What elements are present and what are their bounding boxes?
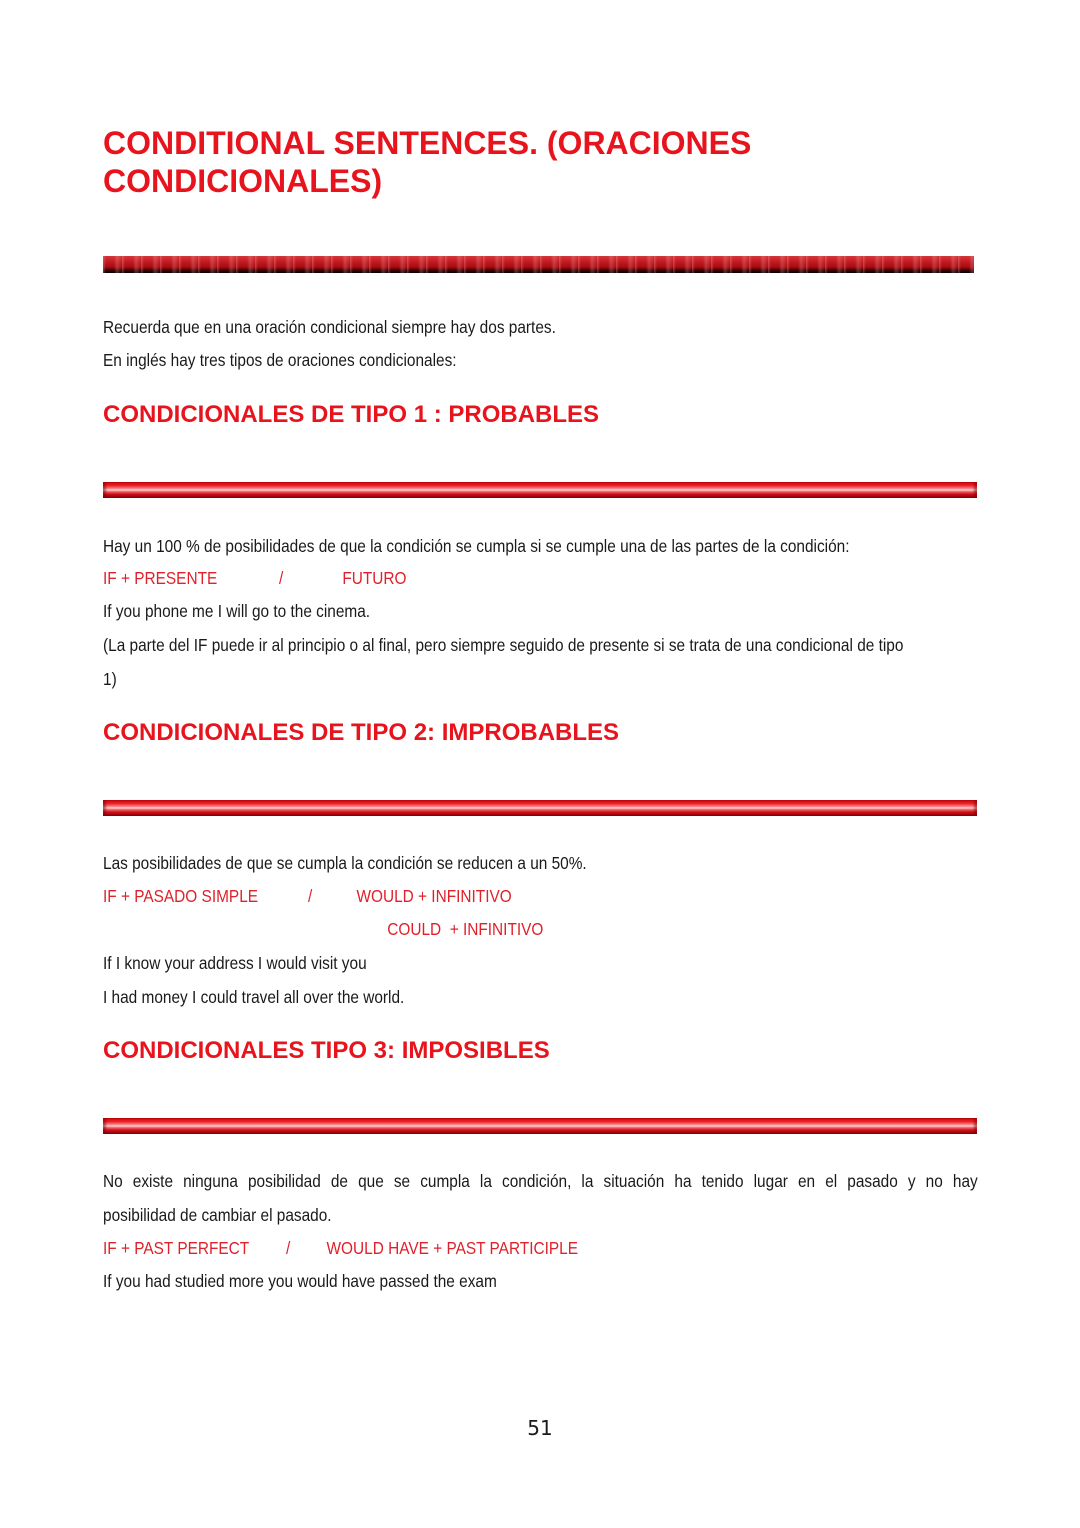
type-3-description-line-1: No existe ninguna posibilidad de que se cumpla la condición, la situación ha tenido lugar en el pasado y no hay: [103, 1171, 978, 1191]
formula-right: WOULD + INFINITIVO: [356, 886, 512, 906]
section-heading-type-1: CONDICIONALES DE TIPO 1 : PROBABLES: [103, 401, 600, 428]
type-3-example: If you had studied more you would have passed the exam: [103, 1271, 497, 1291]
intro-line-2: En inglés hay tres tipos de oraciones condicionales:: [103, 350, 457, 370]
formula-right: WOULD HAVE + PAST PARTICIPLE: [326, 1238, 578, 1258]
formula-separator: /: [279, 568, 284, 588]
type-3-formula: [103, 1237, 719, 1259]
title-divider: [103, 256, 974, 273]
type-1-description: Hay un 100 % de posibilidades de que la condición se cumpla si se cumple una de las partes de la condición:: [103, 536, 850, 556]
type-2-description: Las posibilidades de que se cumpla la condición se reducen a un 50%.: [103, 853, 587, 873]
formula-separator: /: [286, 1238, 291, 1258]
type-3-description-line-2: posibilidad de cambiar el pasado.: [103, 1205, 332, 1225]
section-divider-type-3: [103, 1118, 977, 1134]
type-2-example-1: If I know your address I would visit you: [103, 953, 367, 973]
formula-separator: /: [308, 886, 313, 906]
section-divider-type-1: [103, 482, 977, 498]
formula-left: IF + PASADO SIMPLE: [103, 886, 259, 906]
section-heading-type-2: CONDICIONALES DE TIPO 2: IMPROBABLES: [103, 719, 620, 746]
formula-left: IF + PRESENTE: [103, 568, 218, 588]
type-1-note-line-1: (La parte del IF puede ir al principio o al final, pero siempre seguido de presente si se trata de una condicional de tipo: [103, 635, 904, 655]
type-2-formula: [103, 885, 631, 941]
page-title: CONDITIONAL SENTENCES. (ORACIONES CONDICIONALES): [103, 125, 752, 199]
type-2-example-2: I had money I could travel all over the world.: [103, 987, 405, 1007]
formula-right-alt: COULD + INFINITIVO: [387, 919, 544, 939]
formula-left: IF + PAST PERFECT: [103, 1238, 250, 1258]
type-1-note-line-2: 1): [103, 669, 117, 689]
type-1-example: If you phone me I will go to the cinema.: [103, 601, 371, 621]
type-1-formula: [103, 567, 455, 589]
section-divider-type-2: [103, 800, 977, 816]
formula-right: FUTURO: [342, 568, 407, 588]
section-heading-type-3: CONDICIONALES TIPO 3: IMPOSIBLES: [103, 1037, 550, 1064]
page-number: 51: [527, 1416, 553, 1440]
intro-line-1: Recuerda que en una oración condicional siempre hay dos partes.: [103, 317, 556, 337]
